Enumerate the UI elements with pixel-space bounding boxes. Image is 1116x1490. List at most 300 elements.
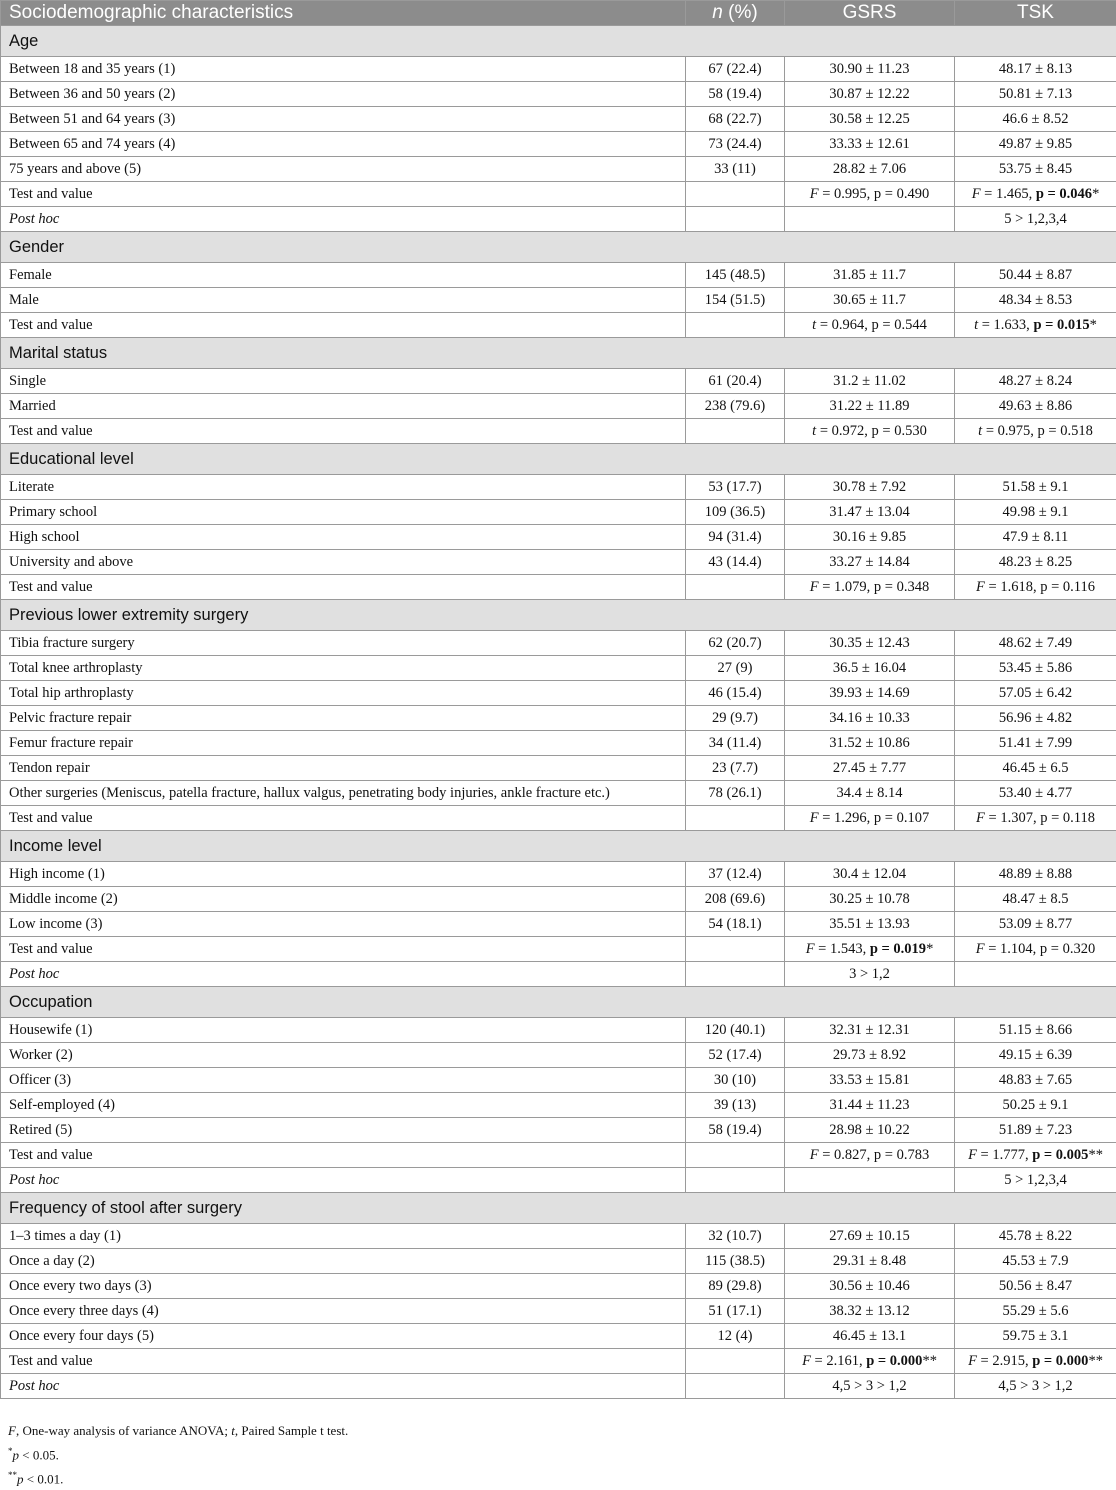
table-row	[1, 887, 1116, 912]
row-n-percent: 58 (19.4)	[686, 82, 785, 107]
p-value: p = 0.118	[1040, 810, 1095, 826]
row-tsk: 45.53 ± 7.9	[955, 1249, 1116, 1274]
test-tsk	[955, 182, 1116, 207]
row-n-percent: 208 (69.6)	[686, 887, 785, 912]
table-row	[1, 756, 1116, 781]
row-tsk: 45.78 ± 8.22	[955, 1224, 1116, 1249]
row-n-percent: 29 (9.7)	[686, 706, 785, 731]
row-gsrs: 28.98 ± 10.22	[785, 1118, 955, 1143]
table-row	[1, 1274, 1116, 1299]
stat-value: = 0.972,	[816, 423, 871, 439]
table-row	[1, 57, 1116, 82]
section-header-row	[1, 600, 1116, 631]
row-tsk: 59.75 ± 3.1	[955, 1324, 1116, 1349]
row-n-percent: 154 (51.5)	[686, 288, 785, 313]
section-title: Income level	[1, 831, 1116, 862]
row-tsk: 50.25 ± 9.1	[955, 1093, 1116, 1118]
row-n-percent: 27 (9)	[686, 656, 785, 681]
test-tsk	[955, 937, 1116, 962]
table-row	[1, 475, 1116, 500]
test-value-row	[1, 806, 1116, 831]
row-label: Tendon repair	[1, 756, 686, 781]
row-label: Primary school	[1, 500, 686, 525]
p-value: p = 0.046	[1036, 186, 1092, 202]
table-row	[1, 631, 1116, 656]
row-label: Married	[1, 394, 686, 419]
stat-value: = 1.307,	[985, 810, 1040, 826]
p-value: p = 0.490	[874, 186, 929, 202]
row-gsrs: 31.85 ± 11.7	[785, 263, 955, 288]
row-label: Between 51 and 64 years (3)	[1, 107, 686, 132]
row-gsrs: 27.45 ± 7.77	[785, 756, 955, 781]
test-tsk	[955, 1349, 1116, 1374]
row-n-percent: 78 (26.1)	[686, 781, 785, 806]
test-gsrs	[785, 419, 955, 444]
row-gsrs: 30.25 ± 10.78	[785, 887, 955, 912]
footnote-f-symbol: F	[8, 1423, 16, 1438]
row-n-percent: 12 (4)	[686, 1324, 785, 1349]
footnote-abbreviations	[8, 1421, 348, 1441]
section-title: Marital status	[1, 338, 1116, 369]
row-gsrs: 30.65 ± 11.7	[785, 288, 955, 313]
test-n-empty	[686, 182, 785, 207]
footnote-star1-symbol: *	[8, 1446, 13, 1456]
section-title: Occupation	[1, 987, 1116, 1018]
row-tsk: 48.62 ± 7.49	[955, 631, 1116, 656]
row-gsrs: 30.87 ± 12.22	[785, 82, 955, 107]
row-n-percent: 34 (11.4)	[686, 731, 785, 756]
table-row	[1, 781, 1116, 806]
stat-symbol: t	[978, 423, 982, 439]
row-tsk: 53.75 ± 8.45	[955, 157, 1116, 182]
row-tsk: 53.09 ± 8.77	[955, 912, 1116, 937]
row-gsrs: 35.51 ± 13.93	[785, 912, 955, 937]
row-gsrs: 27.69 ± 10.15	[785, 1224, 955, 1249]
stat-value: = 1.618,	[985, 579, 1040, 595]
row-label: Between 36 and 50 years (2)	[1, 82, 686, 107]
section-title: Gender	[1, 232, 1116, 263]
posthoc-gsrs	[785, 1168, 955, 1193]
table-row	[1, 525, 1116, 550]
table-row	[1, 1068, 1116, 1093]
row-gsrs: 28.82 ± 7.06	[785, 157, 955, 182]
row-tsk: 49.15 ± 6.39	[955, 1043, 1116, 1068]
header-n-symbol: n	[712, 2, 723, 23]
row-n-percent: 61 (20.4)	[686, 369, 785, 394]
footnote-f-text: , One-way analysis of variance ANOVA;	[16, 1423, 231, 1438]
significance-star: **	[1088, 1147, 1103, 1163]
posthoc-row	[1, 207, 1116, 232]
row-gsrs: 31.44 ± 11.23	[785, 1093, 955, 1118]
row-label: Between 18 and 35 years (1)	[1, 57, 686, 82]
row-label: Once a day (2)	[1, 1249, 686, 1274]
row-label: Single	[1, 369, 686, 394]
stat-value: = 0.995,	[819, 186, 874, 202]
stat-value: = 1.079,	[819, 579, 874, 595]
row-gsrs: 30.4 ± 12.04	[785, 862, 955, 887]
header-characteristics: Sociodemographic characteristics	[1, 1, 686, 26]
posthoc-row	[1, 962, 1116, 987]
section-header-row	[1, 444, 1116, 475]
row-tsk: 51.89 ± 7.23	[955, 1118, 1116, 1143]
table-row	[1, 288, 1116, 313]
test-tsk	[955, 806, 1116, 831]
stat-symbol: F	[968, 1353, 977, 1369]
section-title: Age	[1, 26, 1116, 57]
posthoc-tsk: 4,5 > 3 > 1,2	[955, 1374, 1116, 1399]
stat-value: = 2.161,	[811, 1353, 866, 1369]
row-gsrs: 33.33 ± 12.61	[785, 132, 955, 157]
row-gsrs: 38.32 ± 13.12	[785, 1299, 955, 1324]
table-row	[1, 1224, 1116, 1249]
row-label: High school	[1, 525, 686, 550]
posthoc-row	[1, 1374, 1116, 1399]
stat-symbol: F	[810, 1147, 819, 1163]
section-header-row	[1, 26, 1116, 57]
stat-symbol: F	[810, 579, 819, 595]
row-gsrs: 34.4 ± 8.14	[785, 781, 955, 806]
row-n-percent: 62 (20.7)	[686, 631, 785, 656]
posthoc-n-empty	[686, 1374, 785, 1399]
p-value: p = 0.544	[872, 317, 927, 333]
row-label: Tibia fracture surgery	[1, 631, 686, 656]
test-label: Test and value	[1, 1349, 686, 1374]
test-value-row	[1, 1143, 1116, 1168]
row-gsrs: 30.90 ± 11.23	[785, 57, 955, 82]
test-n-empty	[686, 806, 785, 831]
row-tsk: 48.47 ± 8.5	[955, 887, 1116, 912]
stat-symbol: F	[968, 1147, 977, 1163]
test-value-row	[1, 313, 1116, 338]
row-gsrs: 31.2 ± 11.02	[785, 369, 955, 394]
row-n-percent: 238 (79.6)	[686, 394, 785, 419]
test-value-row	[1, 937, 1116, 962]
table-row	[1, 656, 1116, 681]
table-row	[1, 1299, 1116, 1324]
row-label: Femur fracture repair	[1, 731, 686, 756]
row-label: Housewife (1)	[1, 1018, 686, 1043]
stat-symbol: F	[806, 941, 815, 957]
footnote-t-text: , Paired Sample t test.	[235, 1423, 348, 1438]
row-label: Retired (5)	[1, 1118, 686, 1143]
row-label: Once every three days (4)	[1, 1299, 686, 1324]
stat-value: = 0.827,	[819, 1147, 874, 1163]
test-gsrs	[785, 937, 955, 962]
posthoc-row	[1, 1168, 1116, 1193]
section-header-row	[1, 1193, 1116, 1224]
stat-value: = 0.975,	[982, 423, 1037, 439]
test-label: Test and value	[1, 575, 686, 600]
section-header-row	[1, 831, 1116, 862]
test-label: Test and value	[1, 937, 686, 962]
row-gsrs: 29.31 ± 8.48	[785, 1249, 955, 1274]
test-n-empty	[686, 937, 785, 962]
table-header	[1, 1, 1116, 26]
table-row	[1, 157, 1116, 182]
row-gsrs: 36.5 ± 16.04	[785, 656, 955, 681]
stat-value: = 0.964,	[816, 317, 871, 333]
test-tsk	[955, 313, 1116, 338]
row-gsrs: 31.52 ± 10.86	[785, 731, 955, 756]
row-label: 1–3 times a day (1)	[1, 1224, 686, 1249]
table-row	[1, 912, 1116, 937]
section-title: Previous lower extremity surgery	[1, 600, 1116, 631]
row-label: Worker (2)	[1, 1043, 686, 1068]
footnote-t-symbol: t	[231, 1423, 235, 1438]
posthoc-gsrs: 3 > 1,2	[785, 962, 955, 987]
row-label: Officer (3)	[1, 1068, 686, 1093]
footnote-single-star	[8, 1441, 348, 1465]
test-n-empty	[686, 313, 785, 338]
row-tsk: 51.41 ± 7.99	[955, 731, 1116, 756]
p-value: p = 0.015	[1033, 317, 1089, 333]
row-label: Middle income (2)	[1, 887, 686, 912]
table-row	[1, 731, 1116, 756]
row-tsk: 48.23 ± 8.25	[955, 550, 1116, 575]
table-row	[1, 1093, 1116, 1118]
p-value: p = 0.019	[870, 941, 926, 957]
test-gsrs	[785, 313, 955, 338]
test-gsrs	[785, 806, 955, 831]
header-n-percent	[686, 1, 785, 26]
section-title: Educational level	[1, 444, 1116, 475]
row-label: Total knee arthroplasty	[1, 656, 686, 681]
p-value: p = 0.005	[1032, 1147, 1088, 1163]
test-n-empty	[686, 1143, 785, 1168]
row-gsrs: 31.47 ± 13.04	[785, 500, 955, 525]
row-label: Between 65 and 74 years (4)	[1, 132, 686, 157]
row-label: Self-employed (4)	[1, 1093, 686, 1118]
table-row	[1, 369, 1116, 394]
test-value-row	[1, 575, 1116, 600]
test-n-empty	[686, 1349, 785, 1374]
table-row	[1, 132, 1116, 157]
row-label: University and above	[1, 550, 686, 575]
row-tsk: 49.87 ± 9.85	[955, 132, 1116, 157]
row-gsrs: 32.31 ± 12.31	[785, 1018, 955, 1043]
row-gsrs: 31.22 ± 11.89	[785, 394, 955, 419]
row-gsrs: 33.53 ± 15.81	[785, 1068, 955, 1093]
row-n-percent: 89 (29.8)	[686, 1274, 785, 1299]
stat-value: = 1.633,	[978, 317, 1033, 333]
row-tsk: 46.6 ± 8.52	[955, 107, 1116, 132]
stat-symbol: F	[976, 941, 985, 957]
table-row	[1, 1043, 1116, 1068]
row-gsrs: 30.16 ± 9.85	[785, 525, 955, 550]
p-value: p = 0.348	[874, 579, 929, 595]
row-tsk: 53.45 ± 5.86	[955, 656, 1116, 681]
stat-symbol: F	[802, 1353, 811, 1369]
row-label: Total hip arthroplasty	[1, 681, 686, 706]
significance-star: *	[1090, 317, 1097, 333]
test-label: Test and value	[1, 806, 686, 831]
posthoc-n-empty	[686, 207, 785, 232]
row-n-percent: 43 (14.4)	[686, 550, 785, 575]
table-row	[1, 1249, 1116, 1274]
posthoc-label: Post hoc	[1, 1168, 686, 1193]
stat-symbol: t	[812, 317, 816, 333]
table-row	[1, 1118, 1116, 1143]
row-n-percent: 51 (17.1)	[686, 1299, 785, 1324]
posthoc-gsrs	[785, 207, 955, 232]
table-row	[1, 1324, 1116, 1349]
posthoc-tsk: 5 > 1,2,3,4	[955, 207, 1116, 232]
row-tsk: 57.05 ± 6.42	[955, 681, 1116, 706]
footnotes	[8, 1421, 348, 1490]
row-n-percent: 39 (13)	[686, 1093, 785, 1118]
stat-symbol: F	[976, 810, 985, 826]
posthoc-n-empty	[686, 1168, 785, 1193]
row-tsk: 51.58 ± 9.1	[955, 475, 1116, 500]
significance-star: **	[1088, 1353, 1103, 1369]
row-tsk: 48.83 ± 7.65	[955, 1068, 1116, 1093]
row-tsk: 49.98 ± 9.1	[955, 500, 1116, 525]
row-gsrs: 39.93 ± 14.69	[785, 681, 955, 706]
footnote-star2-p: p	[17, 1472, 24, 1487]
section-title: Frequency of stool after surgery	[1, 1193, 1116, 1224]
row-n-percent: 67 (22.4)	[686, 57, 785, 82]
row-label: Female	[1, 263, 686, 288]
footnote-star2-text: < 0.01.	[24, 1472, 64, 1487]
row-tsk: 47.9 ± 8.11	[955, 525, 1116, 550]
stat-value: = 1.296,	[819, 810, 874, 826]
significance-star: *	[1092, 186, 1099, 202]
posthoc-tsk	[955, 962, 1116, 987]
row-tsk: 56.96 ± 4.82	[955, 706, 1116, 731]
posthoc-gsrs: 4,5 > 3 > 1,2	[785, 1374, 955, 1399]
test-tsk	[955, 419, 1116, 444]
row-tsk: 46.45 ± 6.5	[955, 756, 1116, 781]
posthoc-tsk: 5 > 1,2,3,4	[955, 1168, 1116, 1193]
section-header-row	[1, 232, 1116, 263]
test-tsk	[955, 1143, 1116, 1168]
header-gsrs: GSRS	[785, 1, 955, 26]
stat-symbol: F	[810, 810, 819, 826]
row-tsk: 48.89 ± 8.88	[955, 862, 1116, 887]
row-n-percent: 23 (7.7)	[686, 756, 785, 781]
row-tsk: 51.15 ± 8.66	[955, 1018, 1116, 1043]
row-n-percent: 30 (10)	[686, 1068, 785, 1093]
p-value: p = 0.107	[874, 810, 929, 826]
stat-value: = 1.104,	[985, 941, 1040, 957]
row-gsrs: 34.16 ± 10.33	[785, 706, 955, 731]
row-tsk: 50.56 ± 8.47	[955, 1274, 1116, 1299]
p-value: p = 0.518	[1038, 423, 1093, 439]
test-label: Test and value	[1, 313, 686, 338]
posthoc-label: Post hoc	[1, 207, 686, 232]
row-n-percent: 73 (24.4)	[686, 132, 785, 157]
test-gsrs	[785, 182, 955, 207]
table-row	[1, 263, 1116, 288]
row-n-percent: 54 (18.1)	[686, 912, 785, 937]
p-value: p = 0.000	[1032, 1353, 1088, 1369]
stat-symbol: t	[974, 317, 978, 333]
test-gsrs	[785, 1143, 955, 1168]
row-label: High income (1)	[1, 862, 686, 887]
stat-value: = 1.543,	[815, 941, 870, 957]
stat-symbol: F	[976, 579, 985, 595]
row-tsk: 48.27 ± 8.24	[955, 369, 1116, 394]
table-row	[1, 706, 1116, 731]
row-label: Other surgeries (Meniscus, patella fracture, hallux valgus, penetrating body injuries, ankle fracture etc.)	[1, 781, 686, 806]
row-label: Pelvic fracture repair	[1, 706, 686, 731]
row-tsk: 48.17 ± 8.13	[955, 57, 1116, 82]
section-header-row	[1, 987, 1116, 1018]
stat-symbol: F	[810, 186, 819, 202]
p-value: p = 0.783	[874, 1147, 929, 1163]
row-label: 75 years and above (5)	[1, 157, 686, 182]
posthoc-n-empty	[686, 962, 785, 987]
row-n-percent: 37 (12.4)	[686, 862, 785, 887]
row-label: Male	[1, 288, 686, 313]
stat-symbol: t	[812, 423, 816, 439]
table-row	[1, 82, 1116, 107]
test-n-empty	[686, 575, 785, 600]
row-gsrs: 30.56 ± 10.46	[785, 1274, 955, 1299]
footnote-star2-symbol: **	[8, 1470, 17, 1480]
stat-value: = 1.465,	[981, 186, 1036, 202]
test-label: Test and value	[1, 1143, 686, 1168]
p-value: p = 0.320	[1040, 941, 1095, 957]
footnote-star1-p: p	[13, 1447, 20, 1462]
posthoc-label: Post hoc	[1, 962, 686, 987]
row-tsk: 50.81 ± 7.13	[955, 82, 1116, 107]
significance-star: **	[922, 1353, 937, 1369]
test-label: Test and value	[1, 419, 686, 444]
row-gsrs: 30.78 ± 7.92	[785, 475, 955, 500]
stat-symbol: F	[972, 186, 981, 202]
test-value-row	[1, 1349, 1116, 1374]
row-tsk: 53.40 ± 4.77	[955, 781, 1116, 806]
row-gsrs: 30.58 ± 12.25	[785, 107, 955, 132]
row-tsk: 48.34 ± 8.53	[955, 288, 1116, 313]
row-tsk: 49.63 ± 8.86	[955, 394, 1116, 419]
test-label: Test and value	[1, 182, 686, 207]
p-value: p = 0.530	[872, 423, 927, 439]
p-value: p = 0.000	[866, 1353, 922, 1369]
row-n-percent: 33 (11)	[686, 157, 785, 182]
row-n-percent: 46 (15.4)	[686, 681, 785, 706]
row-n-percent: 52 (17.4)	[686, 1043, 785, 1068]
row-gsrs: 33.27 ± 14.84	[785, 550, 955, 575]
table-row	[1, 1018, 1116, 1043]
row-tsk: 55.29 ± 5.6	[955, 1299, 1116, 1324]
row-gsrs: 30.35 ± 12.43	[785, 631, 955, 656]
row-n-percent: 53 (17.7)	[686, 475, 785, 500]
posthoc-label: Post hoc	[1, 1374, 686, 1399]
header-percent-label: (%)	[723, 2, 758, 23]
test-value-row	[1, 182, 1116, 207]
stat-value: = 1.777,	[977, 1147, 1032, 1163]
row-n-percent: 145 (48.5)	[686, 263, 785, 288]
row-label: Once every two days (3)	[1, 1274, 686, 1299]
row-n-percent: 109 (36.5)	[686, 500, 785, 525]
row-tsk: 50.44 ± 8.87	[955, 263, 1116, 288]
row-n-percent: 32 (10.7)	[686, 1224, 785, 1249]
footnote-double-star	[8, 1465, 348, 1489]
table-row	[1, 107, 1116, 132]
row-label: Literate	[1, 475, 686, 500]
row-n-percent: 94 (31.4)	[686, 525, 785, 550]
row-n-percent: 58 (19.4)	[686, 1118, 785, 1143]
table-body	[1, 26, 1116, 1399]
stat-value: = 2.915,	[977, 1353, 1032, 1369]
row-n-percent: 120 (40.1)	[686, 1018, 785, 1043]
table-row	[1, 681, 1116, 706]
row-n-percent: 68 (22.7)	[686, 107, 785, 132]
significance-star: *	[926, 941, 933, 957]
p-value: p = 0.116	[1040, 579, 1095, 595]
